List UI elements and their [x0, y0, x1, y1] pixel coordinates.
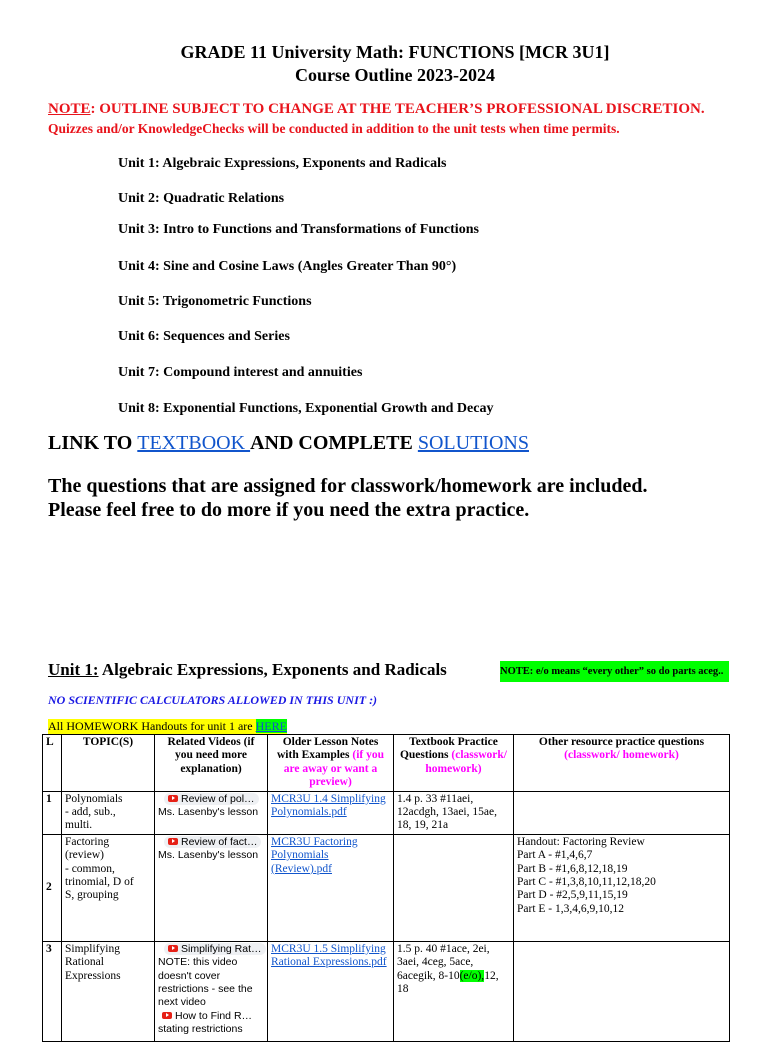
notes-cell — [268, 834, 394, 941]
textbook-cell: 1.4 p. 33 #11aei, 12acdgh, 13aei, 15ae, 18, 19, 21a — [394, 791, 514, 834]
col-header-notes — [268, 735, 394, 792]
video-chip-label: How to Find R… — [175, 1009, 253, 1022]
notes-cell — [268, 941, 394, 1041]
youtube-icon — [162, 1012, 172, 1019]
topic-line: S, grouping — [65, 889, 119, 902]
unit-list-item: Unit 5: Trigonometric Functions — [118, 294, 312, 309]
table-row — [43, 791, 730, 834]
handouts-line — [48, 719, 287, 734]
unit-list-item: Unit 1: Algebraic Expressions, Exponents and Radicals — [118, 156, 447, 171]
notes-cell — [268, 791, 394, 834]
other-cell — [514, 791, 730, 834]
topic-line: multi. — [65, 819, 93, 832]
lesson-number: 3 — [43, 941, 62, 1041]
topic-line: - add, sub., — [65, 806, 116, 819]
col-header-videos: Related Videos (if you need more explanation) — [155, 735, 268, 792]
page-title: GRADE 11 University Math: FUNCTIONS [MCR 3U1] — [180, 42, 610, 62]
topic-line: Expressions — [65, 969, 121, 982]
video-description: Ms. Lasenby's lesson — [158, 849, 259, 862]
video-chip-label: Review of pol… — [181, 792, 255, 805]
intro-text — [48, 474, 647, 522]
lessons-table — [42, 734, 730, 1042]
youtube-icon — [168, 838, 178, 845]
links-line — [48, 432, 529, 455]
note-text: : OUTLINE SUBJECT TO CHANGE AT THE TEACHER’S PROFESSIONAL DISCRETION. — [90, 101, 705, 117]
unit-list-item: Unit 6: Sequences and Series — [118, 329, 290, 344]
textbook-questions-end: 12, 18 — [397, 969, 499, 996]
other-line: Part E - 1,3,4,6,9,10,12 — [517, 902, 625, 915]
video-chip[interactable] — [164, 836, 264, 849]
video-chip-label: Review of fact… — [181, 835, 258, 848]
solutions-link[interactable]: SOLUTIONS — [417, 432, 529, 454]
textbook-header-pink: (classwork/ homework) — [425, 749, 508, 775]
col-header-topics: TOPIC(S) — [62, 735, 155, 792]
video-cell — [155, 941, 268, 1041]
lesson-notes-link[interactable]: MCR3U Factoring Polynomials (Review).pdf — [271, 835, 358, 875]
youtube-icon — [168, 795, 178, 802]
topic-line: trinomial, D of — [65, 876, 134, 889]
topic-line: Simplifying — [65, 942, 120, 955]
notes-header-text: Older Lesson Notes with Examples — [276, 736, 379, 762]
intro-line-2: Please feel free to do more if you need the extra practice. — [48, 499, 530, 521]
video-chip[interactable] — [158, 1010, 264, 1023]
every-other-highlight: (e/o), — [459, 969, 485, 982]
other-cell — [514, 941, 730, 1041]
notes-header-pink: (if you are away or want a preview) — [283, 749, 385, 789]
topic-cell — [62, 791, 155, 834]
topic-cell — [62, 834, 155, 941]
topic-line: Polynomials — [65, 792, 123, 805]
video-chip[interactable] — [164, 943, 264, 956]
other-header-text: Other resource practice questions — [538, 736, 705, 748]
topic-cell — [62, 941, 155, 1041]
video-description: stating restrictions — [158, 1023, 243, 1036]
unit-list-item: Unit 3: Intro to Functions and Transformations of Functions — [118, 222, 479, 237]
other-line: Part B - #1,6,8,12,18,19 — [517, 862, 628, 875]
col-header-lesson: L — [43, 735, 62, 792]
other-cell — [514, 834, 730, 941]
topic-line: Factoring — [65, 835, 110, 848]
video-chip-label: Simplifying Rat… — [181, 942, 262, 955]
intro-line-1: The questions that are assigned for classwork/homework are included. — [48, 475, 648, 497]
table-row — [43, 834, 730, 941]
topic-line: (review) — [65, 849, 104, 862]
other-line: Handout: Factoring Review — [517, 835, 645, 848]
unit-list-item: Unit 7: Compound interest and annuities — [118, 365, 363, 380]
other-line: Part D - #2,5,9,11,15,19 — [517, 889, 628, 902]
table-header-row — [43, 735, 730, 792]
textbook-questions: 1.5 p. 40 #1ace, 2ei, 3aei, 4ceg, 5ace, 6acegik, 8-10 — [397, 942, 490, 982]
handouts-link[interactable]: HERE — [255, 719, 287, 733]
lesson-number: 2 — [43, 834, 62, 941]
unit-list-item: Unit 2: Quadratic Relations — [118, 191, 285, 206]
topic-line: - common, — [65, 862, 115, 875]
page-subtitle: Course Outline 2023-2024 — [295, 65, 495, 85]
textbook-link[interactable]: TEXTBOOK — [137, 432, 251, 454]
topic-line: Rational — [65, 956, 104, 969]
textbook-cell — [394, 834, 514, 941]
video-note: NOTE: this video doesn't cover restrictions - see the next video — [158, 956, 253, 1009]
unit-list-item: Unit 4: Sine and Cosine Laws (Angles Greater Than 90°) — [118, 259, 457, 274]
unit-list-item: Unit 8: Exponential Functions, Exponential Growth and Decay — [118, 401, 494, 416]
col-header-textbook — [394, 735, 514, 792]
video-chip[interactable] — [164, 793, 264, 806]
lesson-number: 1 — [43, 791, 62, 834]
unit1-label: Unit 1: — [48, 660, 99, 679]
unit1-heading — [48, 660, 447, 680]
no-calculator-note: NO SCIENTIFIC CALCULATORS ALLOWED IN THIS UNIT :) — [48, 693, 378, 707]
other-line: Part C - #1,3,8,10,11,12,18,20 — [517, 876, 656, 889]
quizzes-note: Quizzes and/or KnowledgeChecks will be conducted in addition to the unit tests when time permits. — [48, 121, 620, 136]
eo-note: NOTE: e/o means “every other” so do parts aceg.. — [500, 661, 729, 682]
lesson-notes-link[interactable]: MCR3U 1.5 Simplifying Rational Expressions.pdf — [271, 942, 387, 969]
textbook-cell — [394, 941, 514, 1041]
video-cell — [155, 791, 268, 834]
note-line — [48, 101, 705, 118]
video-cell — [155, 834, 268, 941]
unit1-title: Algebraic Expressions, Exponents and Radicals — [98, 660, 447, 679]
table-row — [43, 941, 730, 1041]
links-prefix: LINK TO — [48, 432, 138, 454]
other-header-pink: (classwork/ homework) — [564, 749, 679, 762]
handouts-prefix: All HOMEWORK Handouts for unit 1 are — [48, 719, 256, 733]
textbook-header-text: Textbook Practice Questions — [399, 736, 498, 762]
note-label: NOTE — [48, 101, 91, 117]
other-line: Part A - #1,4,6,7 — [517, 849, 593, 862]
youtube-icon — [168, 945, 178, 952]
col-header-other — [514, 735, 730, 792]
lesson-notes-link[interactable]: MCR3U 1.4 Simplifying Polynomials.pdf — [271, 792, 386, 819]
video-description: Ms. Lasenby's lesson — [158, 806, 259, 819]
links-middle: AND COMPLETE — [250, 432, 418, 454]
